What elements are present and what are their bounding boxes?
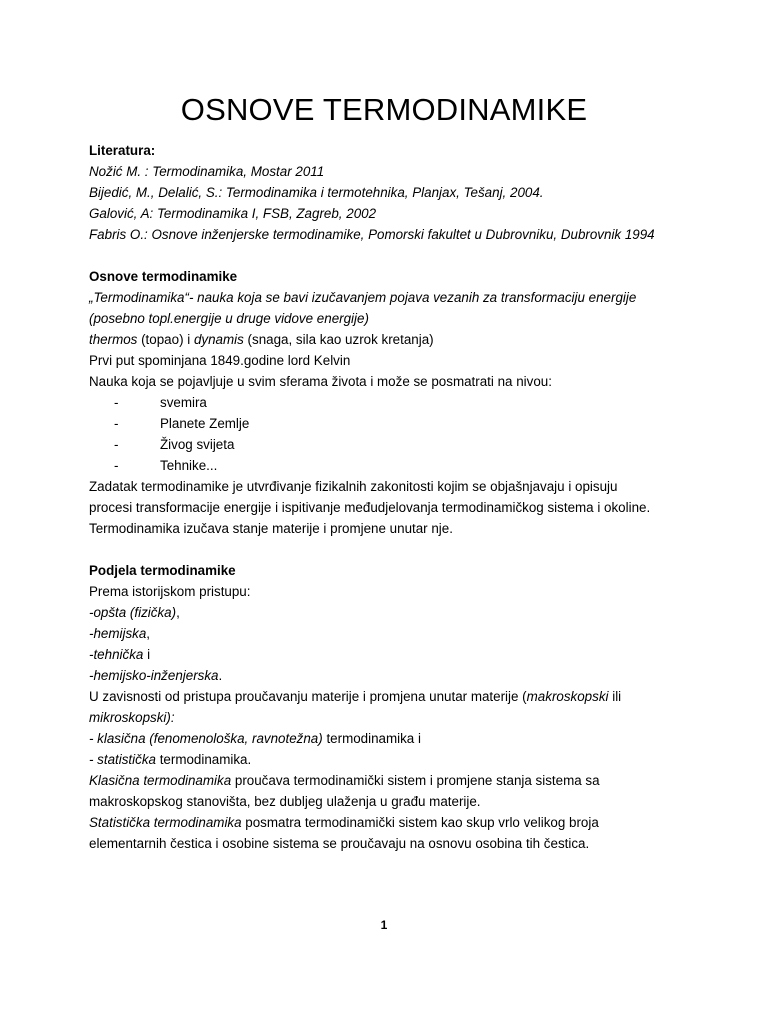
- division-name: -hemijsko-inženjerska: [89, 668, 219, 683]
- list-item: [89, 434, 689, 455]
- division-name: -hemijska: [89, 626, 147, 641]
- literature-title: Osnove inženjerske termodinamike, Pomorski fakultet u Dubrovniku, Dubrovnik 1994: [147, 227, 655, 242]
- first-use-line: Prvi put spominjana 1849.godine lord Kelvin: [89, 353, 351, 368]
- division-name: -tehnička: [89, 647, 144, 662]
- list-dash: -: [114, 437, 119, 452]
- division-item: [89, 602, 689, 623]
- division-item: [89, 665, 689, 686]
- type-classical-tail: termodinamika i: [322, 731, 421, 746]
- list-item: [89, 392, 689, 413]
- definition-line: „Termodinamika“- nauka koja se bavi izučavanjem pojava vezanih za transformaciju energije: [89, 290, 637, 305]
- literature-title: Termodinamika, Mostar 2011: [148, 164, 325, 179]
- division-tail: ,: [146, 626, 151, 641]
- section-heading-osnove: Osnove termodinamike: [89, 269, 238, 284]
- literature-item: [89, 224, 689, 245]
- page-number: 1: [380, 918, 388, 932]
- approach-italic: makroskopski: [526, 689, 609, 704]
- division-tail: ,: [176, 605, 180, 620]
- approach-line-2: mikroskopski):: [89, 710, 175, 725]
- list-dash: -: [114, 395, 119, 410]
- literature-author: Bijedić, M., Delalić, S.:: [89, 185, 223, 200]
- page-title: OSNOVE TERMODINAMIKE: [180, 92, 588, 127]
- thermos-meaning: (topao) i: [137, 332, 194, 347]
- literature-author: Galović, A:: [89, 206, 154, 221]
- approach-tail: ili: [608, 689, 622, 704]
- list-dash: -: [114, 416, 119, 431]
- dynamis-meaning: (snaga, sila kao uzrok kretanja): [243, 332, 434, 347]
- classical-term: Klasična termodinamika: [89, 773, 232, 788]
- type-statistical-tail: termodinamika.: [155, 752, 252, 767]
- type-statistical: [89, 749, 689, 770]
- classical-description: [89, 770, 689, 791]
- division-tail: .: [218, 668, 223, 683]
- literature-item: [89, 161, 689, 182]
- section-heading-podjela: Podjela termodinamike: [89, 563, 236, 578]
- spacer: [89, 539, 689, 560]
- definition-line: (posebno topl.energije u druge vidove energije): [89, 311, 369, 326]
- statistical-description: [89, 812, 689, 833]
- levels-intro: Nauka koja se pojavljuje u svim sferama života i može se posmatrati na nivou:: [89, 374, 552, 389]
- task-line: Zadatak termodinamike je utvrđivanje fizikalnih zakonitosti kojim se objašnjavaju i opisuju: [89, 479, 618, 494]
- historical-intro: Prema istorijskom pristupu:: [89, 584, 251, 599]
- division-name: -opšta (fizička): [89, 605, 177, 620]
- word-thermos: thermos: [89, 332, 138, 347]
- literature-item: [89, 182, 689, 203]
- statistical-term: Statistička termodinamika: [89, 815, 242, 830]
- list-item-text: Tehnike...: [160, 458, 218, 473]
- spacer: [89, 245, 689, 266]
- list-dash: -: [114, 458, 119, 473]
- division-item: [89, 623, 689, 644]
- literature-item: [89, 203, 689, 224]
- task-line: procesi transformacije energije i ispitivanje međudjelovanja termodinamičkog sistema i okoline.: [89, 500, 651, 515]
- literature-title: Termodinamika i termotehnika, Planjax, Tešanj, 2004.: [222, 185, 544, 200]
- list-item-text: Živog svijeta: [160, 437, 235, 452]
- approach-line: [89, 686, 689, 707]
- type-classical: [89, 728, 689, 749]
- type-statistical-name: - statistička: [89, 752, 156, 767]
- literature-author: Fabris O.:: [89, 227, 148, 242]
- division-item: [89, 644, 689, 665]
- list-item: [89, 413, 689, 434]
- literature-heading: Literatura:: [89, 143, 156, 158]
- statistical-text: posmatra termodinamički sistem kao skup vrlo velikog broja: [241, 815, 599, 830]
- type-classical-name: - klasična (fenomenološka, ravnotežna): [89, 731, 323, 746]
- classical-text: proučava termodinamički sistem i promjene stanja sistema sa: [231, 773, 600, 788]
- approach-text: U zavisnosti od pristupa proučavanju materije i promjena unutar materije (: [89, 689, 527, 704]
- literature-title: Termodinamika I, FSB, Zagreb, 2002: [153, 206, 377, 221]
- task-line: Termodinamika izučava stanje materije i promjene unutar nje.: [89, 521, 453, 536]
- list-item-text: svemira: [160, 395, 207, 410]
- list-item: [89, 455, 689, 476]
- page-content: [89, 140, 689, 854]
- word-dynamis: dynamis: [193, 332, 244, 347]
- list-item-text: Planete Zemlje: [160, 416, 250, 431]
- literature-author: Nožić M. :: [89, 164, 149, 179]
- etymology-line: [89, 329, 689, 350]
- statistical-description-2: elementarnih čestica i osobine sistema se proučavaju na osnovu osobina tih čestica.: [89, 836, 590, 851]
- division-tail: i: [143, 647, 151, 662]
- classical-description-2: makroskopskog stanovišta, bez dubljeg ulaženja u građu materije.: [89, 794, 481, 809]
